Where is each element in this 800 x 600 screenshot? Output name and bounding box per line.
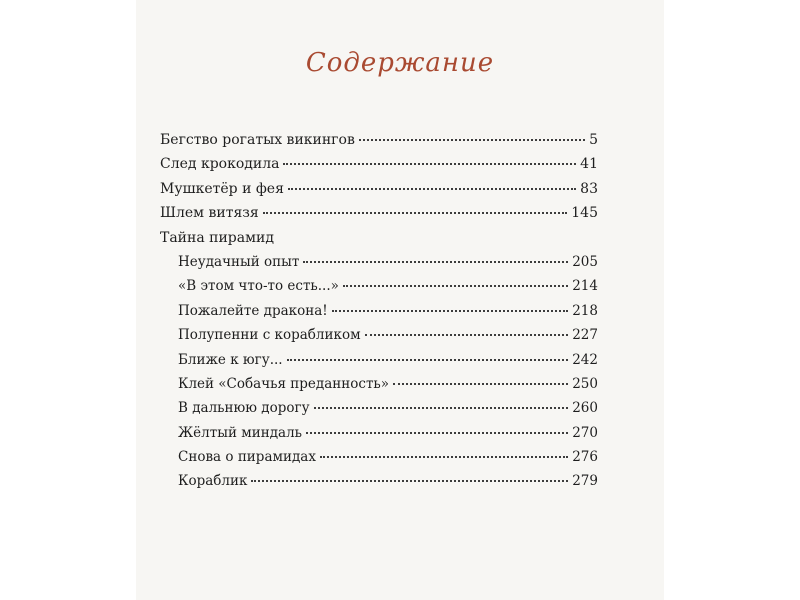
toc-entry-title: След крокодила	[160, 156, 280, 173]
dot-leader	[320, 456, 568, 458]
toc-subentry-page: 250	[572, 375, 598, 392]
toc-subentry-page: 279	[572, 473, 598, 490]
toc-entry	[160, 181, 598, 205]
toc-entry-page: 5	[589, 132, 598, 148]
toc-entry-title: Бегство рогатых викингов	[160, 132, 355, 148]
toc-subentry-title: Ближе к югу...	[178, 351, 283, 368]
dot-leader	[332, 310, 568, 312]
toc-subentry-page: 218	[572, 302, 598, 319]
toc-subentry	[160, 352, 598, 376]
book-page	[136, 0, 664, 600]
toc-subentry	[160, 327, 598, 351]
toc-subentry-page: 227	[572, 327, 598, 344]
toc-entry-page: 145	[571, 205, 598, 222]
dot-leader	[251, 480, 568, 482]
toc-subentry-page: 205	[572, 253, 598, 270]
dot-leader	[365, 334, 569, 336]
toc-entry-title: Мушкетёр и фея	[160, 180, 284, 197]
toc-subentry	[160, 376, 598, 400]
table-of-contents	[160, 132, 598, 498]
toc-subentry-title: Кораблик	[178, 473, 248, 490]
dot-leader	[343, 285, 568, 287]
page-title: Содержание	[305, 48, 495, 78]
dot-leader	[359, 139, 585, 141]
toc-subentry-page: 214	[572, 278, 598, 295]
toc-subentry-page: 260	[572, 400, 598, 417]
toc-entry-page: 83	[580, 180, 598, 197]
dot-leader	[263, 212, 568, 214]
toc-subentry-title: Неудачный опыт	[178, 253, 300, 270]
toc-section-heading	[160, 230, 598, 254]
toc-subentry	[160, 303, 598, 327]
toc-subentry	[160, 425, 598, 449]
toc-entry-page: 41	[580, 156, 598, 173]
toc-subentry	[160, 278, 598, 302]
toc-subentry-title: Снова о пирамидах	[178, 449, 316, 466]
toc-entry-title: Шлем витязя	[160, 205, 259, 222]
toc-subentry-title: Пожалейте дракона!	[178, 302, 328, 319]
dot-leader	[393, 383, 568, 385]
toc-subentry-title: В дальнюю дорогу	[178, 400, 310, 417]
toc-subentry	[160, 473, 598, 497]
toc-subentry	[160, 254, 598, 278]
dot-leader	[303, 261, 568, 263]
dot-leader	[288, 188, 576, 190]
toc-subentry-title: «В этом что-то есть...»	[178, 278, 339, 295]
toc-entry-title: Тайна пирамид	[160, 229, 274, 246]
toc-subentry-page: 242	[572, 351, 598, 368]
toc-entry	[160, 205, 598, 229]
dot-leader	[287, 359, 569, 361]
toc-subentry-title: Полупенни с корабликом	[178, 327, 361, 344]
toc-subentry-title: Клей «Собачья преданность»	[178, 375, 390, 392]
toc-subentry	[160, 449, 598, 473]
dot-leader	[306, 432, 568, 434]
toc-subentry-title: Жёлтый миндаль	[178, 424, 303, 441]
toc-subentry-page: 270	[572, 424, 598, 441]
toc-subentry	[160, 400, 598, 424]
toc-entry	[160, 156, 598, 180]
toc-subentry-page: 276	[572, 449, 598, 466]
toc-entry	[160, 132, 598, 156]
dot-leader	[314, 407, 569, 409]
dot-leader	[283, 163, 576, 165]
